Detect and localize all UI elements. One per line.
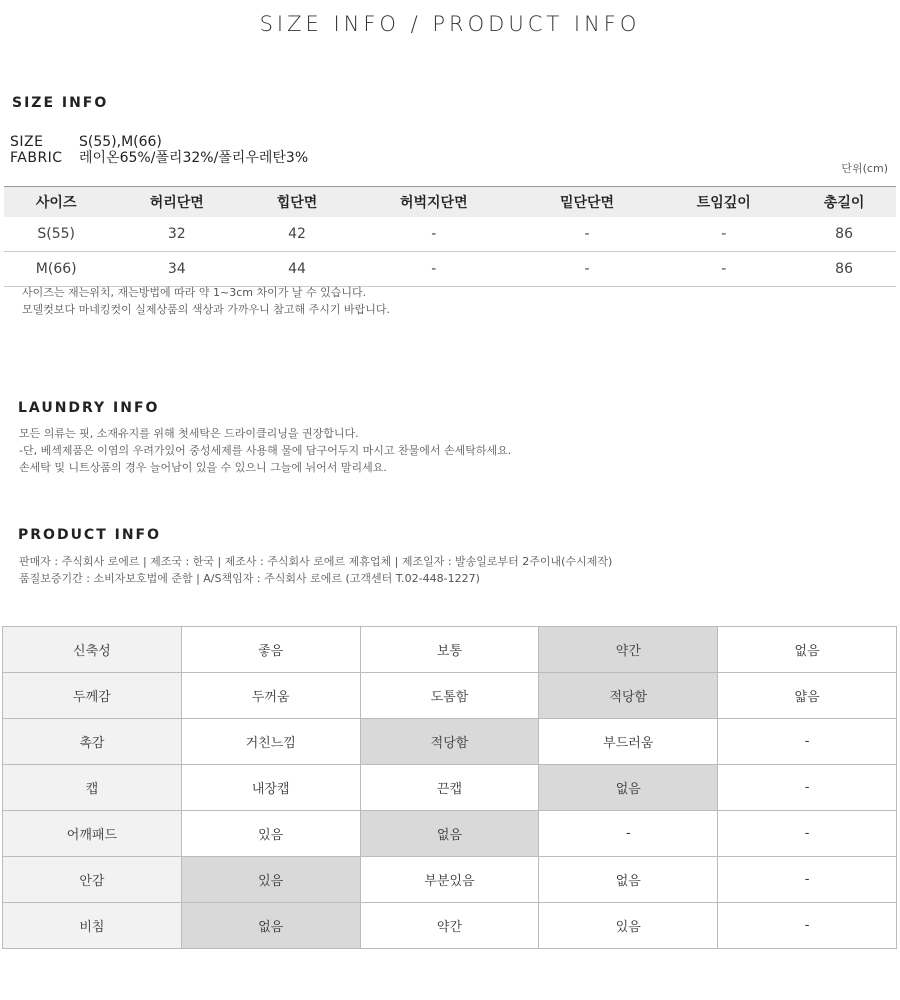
laundry-line: 모든 의류는 핏, 소재유지를 위해 첫세탁은 드라이클리닝을 권장합니다. bbox=[19, 427, 359, 440]
property-option: 두꺼움 bbox=[181, 673, 360, 719]
laundry-heading: LAUNDRY INFO bbox=[18, 400, 160, 416]
unit-label: 단위(cm) bbox=[841, 162, 888, 175]
property-option: 거친느낌 bbox=[181, 719, 360, 765]
table-cell: 42 bbox=[245, 217, 349, 252]
size-table-header bbox=[4, 187, 896, 218]
size-value: S(55),M(66) bbox=[79, 134, 162, 150]
property-option: 내장캡 bbox=[181, 765, 360, 811]
fabric-row bbox=[10, 150, 308, 166]
property-option: 보통 bbox=[360, 627, 539, 673]
property-label: 비침 bbox=[3, 903, 182, 949]
table-row bbox=[4, 217, 896, 252]
table-cell: 34 bbox=[108, 252, 245, 287]
product-info-line: 품질보증기간 : 소비자보호법에 준함 | A/S책임자 : 주식회사 로에르 (고객센터 T.02-448-1227) bbox=[19, 572, 480, 585]
property-row bbox=[3, 857, 897, 903]
property-row bbox=[3, 765, 897, 811]
property-row bbox=[3, 673, 897, 719]
property-option: - bbox=[718, 811, 897, 857]
property-row bbox=[3, 719, 897, 765]
page-title: SIZE INFO / PRODUCT INFO bbox=[259, 12, 641, 36]
property-row bbox=[3, 811, 897, 857]
property-option: - bbox=[718, 765, 897, 811]
size-table bbox=[4, 186, 896, 287]
property-option: 부드러움 bbox=[539, 719, 718, 765]
product-info-text bbox=[19, 553, 612, 587]
property-option-selected: 약간 bbox=[539, 627, 718, 673]
table-cell: - bbox=[349, 252, 519, 287]
property-label: 캡 bbox=[3, 765, 182, 811]
property-option: - bbox=[718, 857, 897, 903]
property-option: 얇음 bbox=[718, 673, 897, 719]
table-cell: - bbox=[519, 217, 656, 252]
table-cell: - bbox=[349, 217, 519, 252]
property-option: - bbox=[539, 811, 718, 857]
property-option: - bbox=[718, 903, 897, 949]
property-option-selected: 적당함 bbox=[360, 719, 539, 765]
property-option-selected: 없음 bbox=[360, 811, 539, 857]
product-info-heading: PRODUCT INFO bbox=[18, 527, 162, 543]
property-row bbox=[3, 627, 897, 673]
property-option-selected: 적당함 bbox=[539, 673, 718, 719]
property-option: 부분있음 bbox=[360, 857, 539, 903]
property-option-selected: 없음 bbox=[539, 765, 718, 811]
table-cell: S(55) bbox=[4, 217, 108, 252]
property-option: 있음 bbox=[181, 811, 360, 857]
size-row bbox=[10, 134, 308, 150]
size-fabric-block bbox=[10, 134, 308, 166]
col-header: 허리단면 bbox=[108, 187, 245, 218]
product-properties-table bbox=[2, 626, 897, 949]
size-note: 모델컷보다 마네킹컷이 실제상품의 색상과 가까우니 참고해 주시기 바랍니다. bbox=[22, 303, 391, 316]
table-cell: 44 bbox=[245, 252, 349, 287]
property-option: 좋음 bbox=[181, 627, 360, 673]
property-label: 안감 bbox=[3, 857, 182, 903]
property-option: 있음 bbox=[539, 903, 718, 949]
table-cell: 32 bbox=[108, 217, 245, 252]
table-cell: M(66) bbox=[4, 252, 108, 287]
property-row bbox=[3, 903, 897, 949]
table-row bbox=[4, 252, 896, 287]
size-info-heading: SIZE INFO bbox=[12, 95, 109, 111]
property-label: 촉감 bbox=[3, 719, 182, 765]
property-option: 도톰함 bbox=[360, 673, 539, 719]
size-notes bbox=[22, 284, 390, 318]
col-header: 트임깊이 bbox=[655, 187, 792, 218]
property-option: 없음 bbox=[539, 857, 718, 903]
property-label: 신축성 bbox=[3, 627, 182, 673]
col-header: 허벅지단면 bbox=[349, 187, 519, 218]
table-cell: 86 bbox=[792, 217, 896, 252]
table-cell: - bbox=[655, 252, 792, 287]
table-cell: - bbox=[519, 252, 656, 287]
property-option-selected: 없음 bbox=[181, 903, 360, 949]
col-header: 힙단면 bbox=[245, 187, 349, 218]
property-label: 두께감 bbox=[3, 673, 182, 719]
size-note: 사이즈는 재는위치, 재는방법에 따라 약 1~3cm 차이가 날 수 있습니다. bbox=[22, 286, 367, 299]
property-option: 없음 bbox=[718, 627, 897, 673]
fabric-label: FABRIC bbox=[10, 150, 63, 166]
table-cell: - bbox=[655, 217, 792, 252]
col-header: 총길이 bbox=[792, 187, 896, 218]
laundry-line: -단, 베섹제품은 이염의 우려가있어 중성세제를 사용해 물에 담구어두지 마시고 찬물에서 손세탁하세요. bbox=[19, 444, 512, 457]
col-header: 사이즈 bbox=[4, 187, 108, 218]
table-cell: 86 bbox=[792, 252, 896, 287]
size-label: SIZE bbox=[10, 134, 44, 150]
property-option: 끈캡 bbox=[360, 765, 539, 811]
property-option: 약간 bbox=[360, 903, 539, 949]
product-info-line: 판매자 : 주식회사 로에르 | 제조국 : 한국 | 제조사 : 주식회사 로에르 제휴업체 | 제조일자 : 발송일로부터 2주이내(수시제작) bbox=[19, 555, 613, 568]
property-option-selected: 있음 bbox=[181, 857, 360, 903]
property-option: - bbox=[718, 719, 897, 765]
col-header: 밑단단면 bbox=[519, 187, 656, 218]
laundry-line: 손세탁 및 니트상품의 경우 늘어남이 있을 수 있으니 그늘에 뉘어서 말리세요. bbox=[19, 461, 387, 474]
laundry-text bbox=[19, 425, 511, 476]
property-label: 어깨패드 bbox=[3, 811, 182, 857]
fabric-value: 레이온65%/폴리32%/폴리우레탄3% bbox=[79, 150, 309, 166]
